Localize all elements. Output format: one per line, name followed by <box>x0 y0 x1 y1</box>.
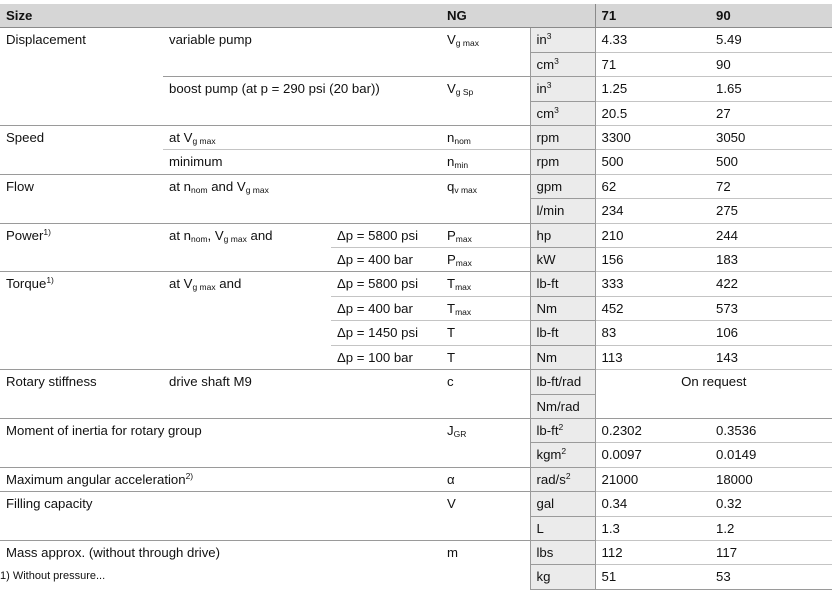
inertia-label: Moment of inertia for rotary group <box>0 418 441 442</box>
unit-cell: lb-ft/rad <box>530 370 595 394</box>
table-row <box>0 126 832 150</box>
qv-max-symbol: $q_{v max}$ <box>441 174 530 198</box>
unit-cell: kg <box>530 565 595 589</box>
table-row <box>0 199 832 223</box>
unit-cell: hp <box>530 223 595 247</box>
value-90: 90 <box>710 52 832 76</box>
unit-cell: gal <box>530 492 595 516</box>
value-90: 183 <box>710 248 832 272</box>
delta-p-condition: Δp = 5800 psi <box>331 272 441 296</box>
acceleration-label: Maximum angular acceleration$^{2)}$ <box>0 467 441 491</box>
value-90: 500 <box>710 150 832 174</box>
table-row <box>0 101 832 125</box>
value-71: 0.34 <box>595 492 710 516</box>
unit-cell: lbs <box>530 540 595 564</box>
table-row <box>0 540 832 564</box>
value-90: 1.65 <box>710 77 832 101</box>
drive-shaft-label: drive shaft M9 <box>163 370 441 394</box>
v-symbol: V <box>441 492 530 516</box>
value-90: 275 <box>710 199 832 223</box>
alpha-symbol: α <box>441 467 530 491</box>
footnote: 1) Without pressure... <box>0 570 106 582</box>
value-71: 0.2302 <box>595 418 710 442</box>
size-71-header: 71 <box>595 4 710 28</box>
minimum-label: minimum <box>163 150 441 174</box>
delta-p-condition: Δp = 1450 psi <box>331 321 441 345</box>
value-90: 573 <box>710 296 832 320</box>
header-row <box>0 4 832 28</box>
ng-header: NG <box>441 4 595 28</box>
t-max-symbol: $T_{max}$ <box>441 296 530 320</box>
on-request-value: On request <box>595 370 832 419</box>
value-71: 156 <box>595 248 710 272</box>
table-row <box>0 174 832 198</box>
unit-cell: $in^3$ <box>530 28 595 52</box>
vg-sp-symbol: $V_{g Sp}$ <box>441 77 530 101</box>
unit-cell: lb-ft <box>530 321 595 345</box>
value-90: 5.49 <box>710 28 832 52</box>
value-90: 53 <box>710 565 832 589</box>
speed-label: Speed <box>0 126 163 150</box>
value-71: 4.33 <box>595 28 710 52</box>
table-row <box>0 272 832 296</box>
rotary-stiffness-label: Rotary stiffness <box>0 370 163 394</box>
unit-cell: $cm^3$ <box>530 52 595 76</box>
table-row <box>0 321 832 345</box>
table-row <box>0 77 832 101</box>
value-71: 1.3 <box>595 516 710 540</box>
p-max-symbol: $P_{max}$ <box>441 223 530 247</box>
c-symbol: c <box>441 370 530 394</box>
table-row <box>0 296 832 320</box>
table-row <box>0 345 832 369</box>
value-90: 106 <box>710 321 832 345</box>
value-71: 113 <box>595 345 710 369</box>
unit-cell: $cm^3$ <box>530 101 595 125</box>
table-row <box>0 248 832 272</box>
vg-max-symbol: $V_{g max}$ <box>447 32 479 49</box>
value-71: 333 <box>595 272 710 296</box>
value-90: 422 <box>710 272 832 296</box>
delta-p-condition: Δp = 400 bar <box>331 296 441 320</box>
n-min-symbol: $n_{min}$ <box>441 150 530 174</box>
value-90: 0.32 <box>710 492 832 516</box>
value-71: 3300 <box>595 126 710 150</box>
unit-cell: Nm/rad <box>530 394 595 418</box>
value-90: 244 <box>710 223 832 247</box>
value-71: 20.5 <box>595 101 710 125</box>
value-90: 0.0149 <box>710 443 832 467</box>
table-row <box>0 150 832 174</box>
unit-cell: Nm <box>530 296 595 320</box>
value-90: 18000 <box>710 467 832 491</box>
value-71: 1.25 <box>595 77 710 101</box>
value-71: 210 <box>595 223 710 247</box>
unit-cell: kW <box>530 248 595 272</box>
value-71: 71 <box>595 52 710 76</box>
unit-cell: kgm$^2$ <box>530 443 595 467</box>
power-condition: at $n_{nom}$, $V_{g max}$ and <box>163 223 331 247</box>
n-nom-symbol: $n_{nom}$ <box>441 126 530 150</box>
table-row <box>0 467 832 491</box>
unit-cell: lb-ft <box>530 272 595 296</box>
table-row <box>0 418 832 442</box>
value-71: 83 <box>595 321 710 345</box>
filling-label: Filling capacity <box>0 492 441 516</box>
table-row <box>0 516 832 540</box>
table-row <box>0 443 832 467</box>
value-71: 452 <box>595 296 710 320</box>
value-90: 117 <box>710 540 832 564</box>
speed-condition: at $V_{g max}$ <box>163 126 441 150</box>
t-symbol: T <box>441 321 530 345</box>
t-symbol: T <box>441 345 530 369</box>
unit-cell: $in^3$ <box>530 77 595 101</box>
p-max-symbol: $P_{max}$ <box>441 248 530 272</box>
torque-label: Torque$^{1)}$ <box>0 272 163 296</box>
j-gr-symbol: $J_{GR}$ <box>441 418 530 442</box>
size-90-header: 90 <box>710 4 832 28</box>
value-90: 0.3536 <box>710 418 832 442</box>
value-90: 143 <box>710 345 832 369</box>
size-header: Size <box>0 4 441 28</box>
unit-cell: $lb-ft^2$ <box>530 418 595 442</box>
value-90: 27 <box>710 101 832 125</box>
table-row <box>0 52 832 76</box>
unit-cell: rad/$s^2$ <box>530 467 595 491</box>
unit-cell: Nm <box>530 345 595 369</box>
value-90: 3050 <box>710 126 832 150</box>
flow-label: Flow <box>0 174 163 198</box>
delta-p-condition: Δp = 100 bar <box>331 345 441 369</box>
value-71: 234 <box>595 199 710 223</box>
torque-condition: at $V_{g max}$ and <box>163 272 331 296</box>
value-71: 62 <box>595 174 710 198</box>
unit-cell: rpm <box>530 150 595 174</box>
flow-condition: at $n_{nom}$ and $V_{g max}$ <box>163 174 441 198</box>
value-71: 51 <box>595 565 710 589</box>
power-label: Power$^{1)}$ <box>0 223 163 247</box>
t-max-symbol: $T_{max}$ <box>441 272 530 296</box>
m-symbol: m <box>441 540 530 564</box>
unit-cell: rpm <box>530 126 595 150</box>
value-90: 72 <box>710 174 832 198</box>
mass-label: Mass approx. (without through drive) <box>0 540 441 564</box>
table-row <box>0 492 832 516</box>
value-90: 1.2 <box>710 516 832 540</box>
unit-cell: L <box>530 516 595 540</box>
value-71: 112 <box>595 540 710 564</box>
value-71: 0.0097 <box>595 443 710 467</box>
value-71: 500 <box>595 150 710 174</box>
delta-p-condition: Δp = 400 bar <box>331 248 441 272</box>
unit-cell: l/min <box>530 199 595 223</box>
table-row <box>0 565 832 589</box>
table-row <box>0 223 832 247</box>
value-71: 21000 <box>595 467 710 491</box>
variable-pump-label: variable pump <box>169 32 252 48</box>
table-row <box>0 28 832 52</box>
boost-pump-label: boost pump (at p = 290 psi (20 bar)) <box>163 77 441 101</box>
specification-table <box>0 4 832 590</box>
displacement-label: Displacement <box>6 32 86 48</box>
unit-cell: gpm <box>530 174 595 198</box>
delta-p-condition: Δp = 5800 psi <box>331 223 441 247</box>
table-row <box>0 370 832 394</box>
